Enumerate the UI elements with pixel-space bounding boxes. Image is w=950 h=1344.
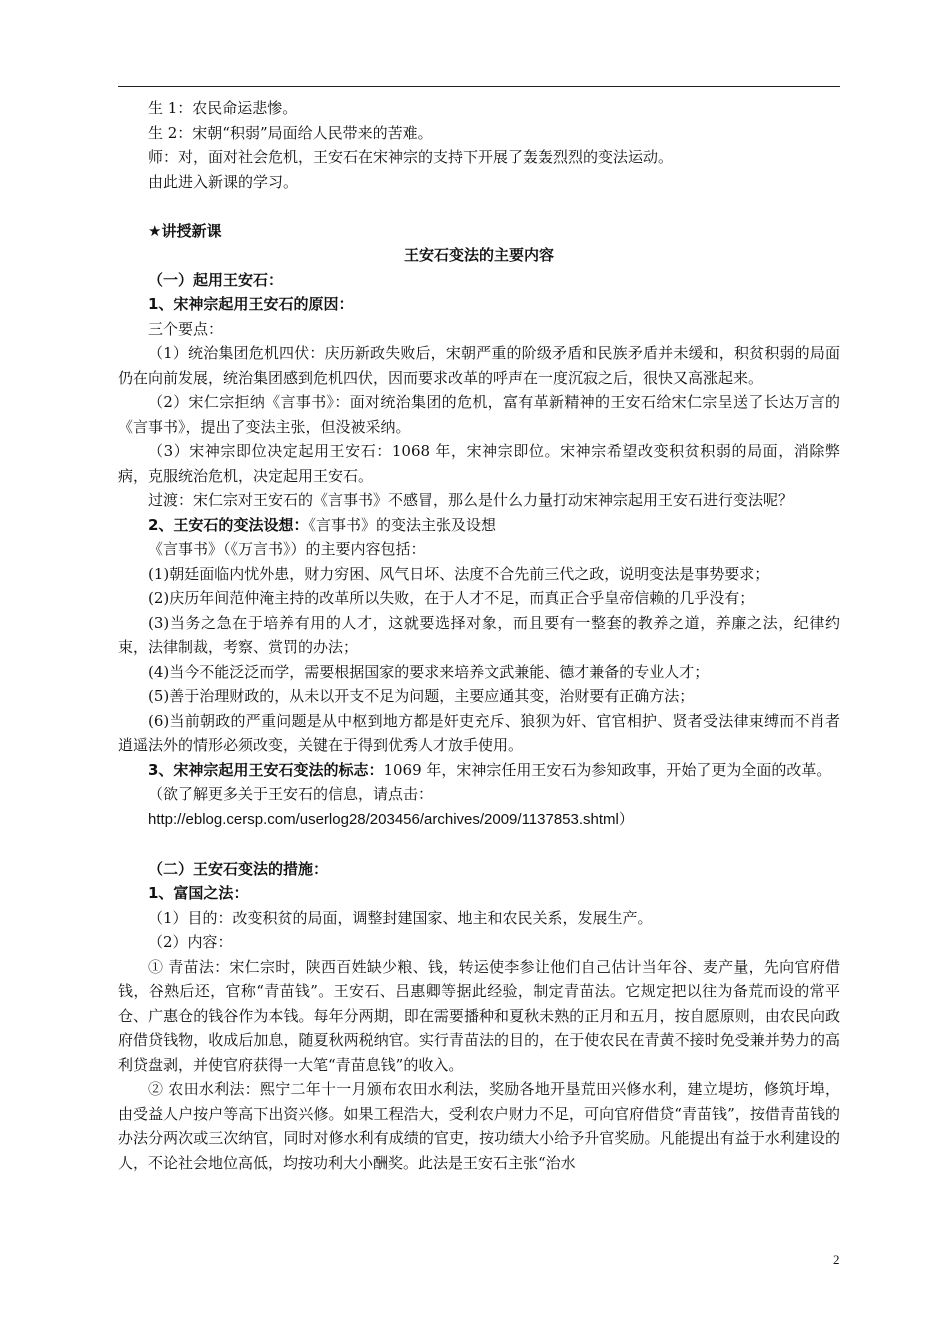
proposal-item: (3)当务之急在于培养有用的人才，这就要选择对象，而且要有一整套的教养之道，养廉之法，纪律约束，法律制裁，考察、赏罚的办法； [118,613,840,656]
teacher-line: 师：对，面对社会危机，王安石在宋神宗的支持下开展了轰轰烈烈的变法运动。 [148,148,674,166]
part2-heading: （二）王安石变法的措施： [148,859,329,878]
header-rule [118,86,840,87]
part1-sub2-heading-rest: 《言事书》的变法主张及设想 [308,515,496,534]
student-2-line: 生 2：宋朝“积弱”局面给人民带来的苦难。 [148,123,433,142]
purpose-line: （1）目的：改变积贫的局面，调整封建国家、地主和农民关系，发展生产。 [148,908,653,927]
page-title: 王安石变法的主要内容 [403,246,554,264]
yanshishu-lead: 《言事书》（《万言书》）的主要内容包括： [148,540,426,558]
page-number: 2 [833,1252,840,1267]
proposal-item: (6)当前朝政的严重问题是从中枢到地方都是奸吏充斥、狼狈为奸、官官相护、贤者受法律束缚而不肖者逍遥法外的情形必须改变，关键在于得到优秀人才放手使用。 [118,711,840,754]
student-1-line: 生 1：农民命运悲惨。 [148,99,298,117]
proposal-item: (4)当今不能泛泛而学，需要根据国家的要求来培养文武兼能、德才兼备的专业人才； [148,662,710,681]
qingmiao-paragraph: ① 青苗法：宋仁宗时，陕西百姓缺少粮、钱，转运使李参让他们自己估计当年谷、麦产量，先向官府借钱，谷熟后还，官称“青苗钱”。王安石、吕惠卿等据此经验，制定青苗法。它规定把以往为备荒而设的常平仓、广惠仓的钱谷作为本钱。每年分两期，即在需要播种和夏秋未熟的正月和五月，按自愿原则，由农民向政府借贷钱物，收成后加息，随夏秋两税纳官。实行青苗法的目的，在于使农民在青黄不接时免受兼并势力的高利贷盘剥，并使官府获得一大笔“青苗息钱”的收入。 [118,957,840,1074]
proposal-item: (1)朝廷面临内忧外患，财力穷困、风气日坏、法度不合先前三代之政，说明变法是事势要求； [148,564,770,583]
more-info-close-paren: ） [618,809,634,828]
transition-question: 过渡：宋仁宗对王安石的《言事书》不感冒，那么是什么力量打动宋神宗起用王安石进行变法呢？ [148,491,794,509]
more-info-url-line [118,807,840,833]
more-info-note: （欲了解更多关于王安石的信息，请点击： [148,785,434,803]
part1-sub3-heading-rest: 1069 年，宋神宗任用王安石为参知政事，开始了更为全面的改革。 [383,760,832,779]
part1-sub3-line [118,758,840,783]
part1-sub1-lead: 三个要点： [148,319,224,338]
part1-sub2-line [118,513,840,538]
nongtian-paragraph: ② 农田水利法：熙宁二年十一月颁布农田水利法，奖励各地开垦荒田兴修水利，建立堤坊，修筑圩埠，由受益人户按户等高下出资兴修。如果工程浩大，受利农户财力不足，可向官府借贷“青苗钱”，按借青苗钱的办法分两次或三次纳官，同时对修水利有成绩的官吏，按功绩大小给予升官奖励。凡能提出有益于水利建设的人，不论社会地位高低，均按功利大小酬奖。此法是王安石主张“治水 [118,1080,840,1172]
part1-heading: （一）起用王安石： [148,270,284,289]
reason-paragraph-2: （2）宋仁宗拒纳《言事书》：面对统治集团的危机，富有革新精神的王安石给宋仁宗呈送了长达万言的《言事书》，提出了变法主张，但没被采纳。 [118,393,840,436]
part2-sub1-heading: 1、富国之法： [148,884,249,902]
proposal-item: (5)善于治理财政的，从未以开支不足为问题，主要应通其变，治财要有正确方法； [148,687,695,705]
more-info-link[interactable]: http://eblog.cersp.com/userlog28/203456/archives/2009/1137853.shtml [148,810,619,828]
reason-paragraph-3: （3）宋神宗即位决定起用王安石：1068 年，宋神宗即位。宋神宗希望改变积贫积弱的局面，消除弊病，克服统治危机，决定起用王安石。 [118,442,840,485]
content-label: （2）内容： [148,933,233,951]
reason-paragraph-1: （1）统治集团危机四伏：庆历新政失败后，宋朝严重的阶级矛盾和民族矛盾并未缓和，积贫积弱的局面仍在向前发展，统治集团感到危机四伏，因而要求改革的呼声在一度沉寂之后，很快又高涨起来。 [118,344,840,387]
part1-sub1-heading: 1、宋神宗起用王安石的原因： [148,295,354,313]
document-body [118,96,840,1175]
part1-sub2-heading: 2、王安石的变法设想： [148,515,309,534]
proposal-item: (2)庆历年间范仲淹主持的改革所以失败，在于人才不足，而真正合乎皇帝信赖的几乎没有； [148,589,755,607]
part1-sub3-heading: 3、宋神宗起用王安石变法的标志： [148,760,384,779]
section-heading: ★讲授新课 [148,221,222,240]
transition-line: 由此进入新课的学习。 [148,172,299,191]
